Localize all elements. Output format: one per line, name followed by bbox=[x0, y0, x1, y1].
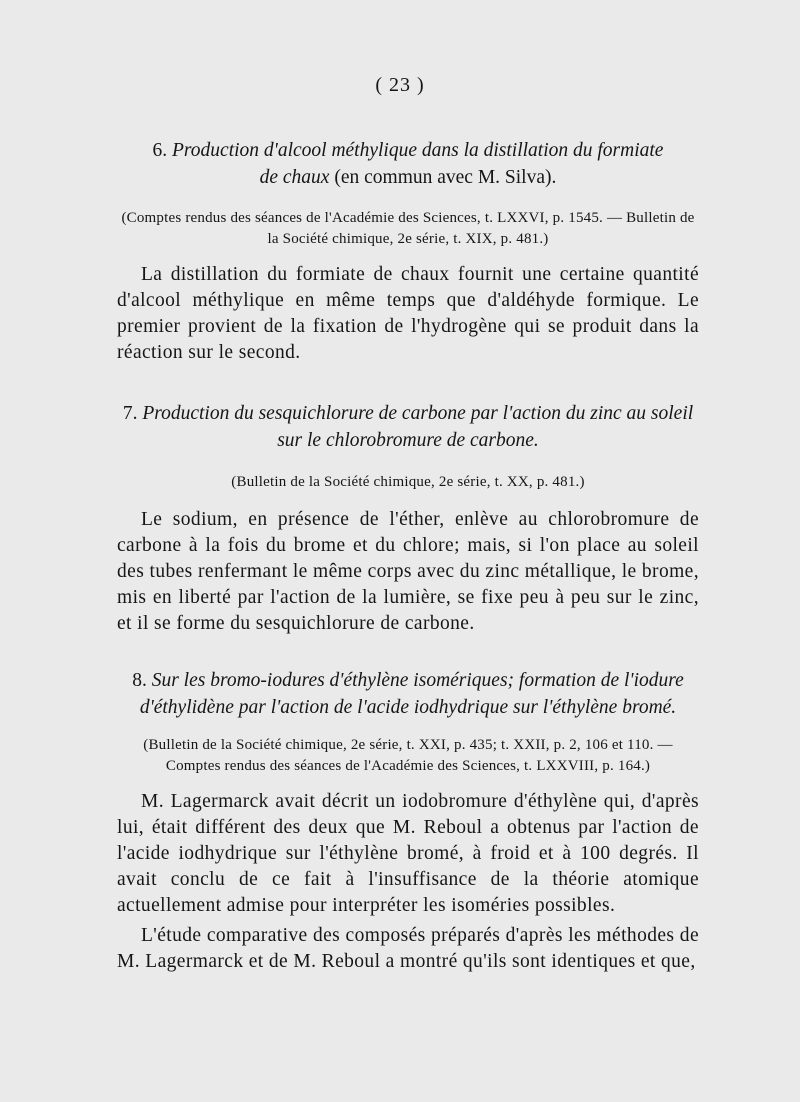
section-paragraph-1: M. Lagermarck avait décrit un iodobromure d'éthylène qui, d'après lui, était différent des deux que M. Reboul a obtenus par l'action de l'acide iodhydrique sur l'éthylène bromé, à froid et à 100 degrés. Il avait conclu de ce fait à l'insuffisance de la théorie atomique actuellement admise pour interpréter les isoméries possibles. bbox=[117, 791, 699, 916]
bibliographic-reference: (Comptes rendus des séances de l'Académie des Sciences, t. LXXVI, p. 1545. — Bulletin de la Société chimique, 2e série, t. XIX, p. 481.) bbox=[121, 210, 695, 247]
section-title: Sur les bromo-iodures d'éthylène isomériques; formation de l'iodure d'éthylidène par l'action de l'acide iodhydrique sur l'éthylène bromé. bbox=[139, 670, 684, 718]
section-title-cont: de chaux bbox=[259, 167, 330, 188]
section-paragraph: La distillation du formiate de chaux fournit une certaine quantité d'alcool méthylique en même temps que d'aldéhyde formique. Le premier provient de la fixation de l'hydrogène qui se produit dans la réaction sur le second. bbox=[117, 264, 699, 363]
bibliographic-reference: (Bulletin de la Société chimique, 2e série, t. XXI, p. 435; t. XXII, p. 2, 106 et 110. — Comptes rendus des séances de l'Académie des Sciences, t. LXXVIII, p. 164.) bbox=[143, 737, 673, 774]
section-title: Production du sesquichlorure de carbone par l'action du zinc au soleil sur le chlorobromure de carbone. bbox=[142, 403, 694, 451]
section-heading bbox=[117, 137, 699, 191]
page-number: ( 23 ) bbox=[375, 74, 425, 96]
section-paragraph: Le sodium, en présence de l'éther, enlève au chlorobromure de carbone à la fois du brome et du chlore; mais, si l'on place au soleil des tubes renfermant le même corps avec du zinc métallique, le brome, mis en liberté par l'action de la lumière, se fixe peu à peu sur le zinc, et il se forme du sesquichlorure de carbone. bbox=[117, 509, 699, 634]
section-number: 7. bbox=[122, 403, 138, 424]
section-number: 6. bbox=[152, 140, 168, 161]
section-number: 8. bbox=[132, 670, 147, 691]
bibliographic-reference: (Bulletin de la Société chimique, 2e série, t. XX, p. 481.) bbox=[231, 474, 585, 490]
section-title: Production d'alcool méthylique dans la distillation du formiate bbox=[172, 140, 664, 161]
section-heading bbox=[117, 400, 699, 454]
section-heading bbox=[117, 667, 699, 721]
section-6 bbox=[117, 137, 699, 366]
section-7 bbox=[117, 400, 699, 637]
section-title-plain: (en commun avec M. Silva). bbox=[329, 167, 557, 188]
section-paragraph-2: L'étude comparative des composés préparés d'après les méthodes de M. Lagermarck et de M. Reboul a montré qu'ils sont identiques et que, bbox=[117, 925, 699, 972]
section-8 bbox=[117, 667, 699, 975]
